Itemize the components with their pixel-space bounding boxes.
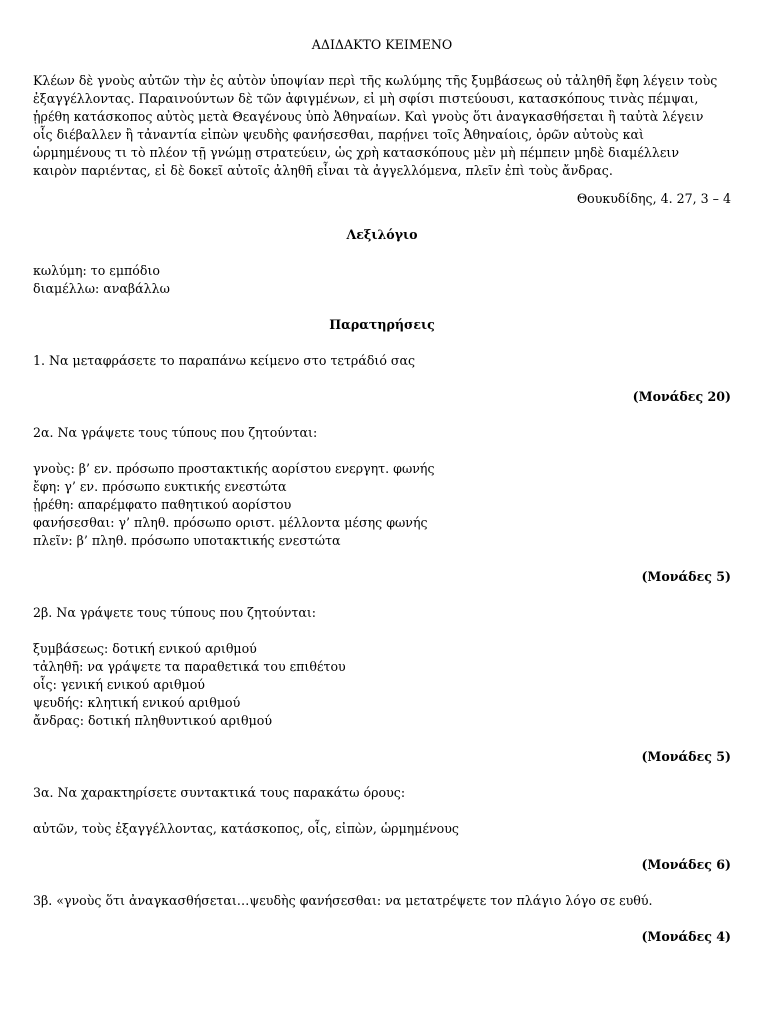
- vocabulary-item: διαμέλλω: αναβάλλω: [33, 281, 170, 296]
- question-3a-marks: (Μονάδες 6): [641, 857, 731, 872]
- question-2a-item: πλεῖν: β’ πληθ. πρόσωπο υποτακτικής ενεστώτα: [33, 533, 341, 548]
- vocabulary-item: κωλύμη: το εμπόδιο: [33, 263, 160, 278]
- passage-source: Θουκυδίδης, 4. 27, 3 – 4: [576, 191, 731, 206]
- question-2a-list: [33, 460, 731, 550]
- passage-line: καιρὸν παριέντας, εἰ δὲ δοκεῖ αὐτοῖς ἀληθῆ εἶναι τὰ ἀγγελλόμενα, πλεῖν ἐπὶ τοὺς ἄνδρας.: [33, 163, 613, 178]
- question-3a: 3α. Να χαρακτηρίσετε συντακτικά τους παρακάτω όρους:: [33, 785, 406, 800]
- question-2a-item: φανήσεσθαι: γ’ πληθ. πρόσωπο οριστ. μέλλοντα μέσης φωνής: [33, 515, 428, 530]
- question-2a: 2α. Να γράψετε τους τύπους που ζητούνται:: [33, 425, 318, 440]
- passage-line: οἷς διέβαλλεν ἢ τἀναντία εἰπὼν ψευδὴς φανήσεσθαι, παρῄνει τοῖς Ἀθηναίοις, ὁρῶν αὐτοὺς καὶ: [33, 127, 644, 142]
- passage-line: ἐξαγγέλλοντας. Παραινούντων δὲ τῶν ἀφιγμένων, εἰ μὴ σφίσι πιστεύουσι, κατασκόπους τινὰς πέμψαι,: [33, 91, 699, 106]
- notes-heading: Παρατηρήσεις: [329, 317, 435, 332]
- question-1: 1. Να μεταφράσετε το παραπάνω κείμενο στο τετράδιό σας: [33, 353, 416, 368]
- exam-page: [33, 36, 731, 964]
- vocabulary-heading: Λεξιλόγιο: [346, 227, 418, 242]
- passage-line: ᾑρέθη κατάσκοπος αὐτὸς μετὰ Θεαγένους ὑπὸ Ἀθηναίων. Καὶ γνοὺς ὅτι ἀναγκασθήσεται ἢ ταὐτὰ λέγειν: [33, 109, 704, 124]
- vocabulary-list: [33, 262, 731, 298]
- question-2a-item: ᾑρέθη: απαρέμφατο παθητικού αορίστου: [33, 497, 292, 512]
- question-1-marks: (Μονάδες 20): [632, 389, 731, 404]
- question-2b: 2β. Να γράψετε τους τύπους που ζητούνται:: [33, 605, 317, 620]
- question-2b-item: τἀληθῆ: να γράψετε τα παραθετικά του επιθέτου: [33, 659, 346, 674]
- passage-line: ὡρμημένους τι τὸ πλέον τῇ γνώμῃ στρατεύειν, ὡς χρὴ κατασκόπους μὲν μὴ πέμπειν μηδὲ διαμέλλειν: [33, 145, 679, 160]
- question-3b: 3β. «γνοὺς ὅτι ἀναγκασθήσεται…ψευδὴς φανήσεσθαι: να μετατρέψετε τον πλάγιο λόγο σε ευθύ.: [33, 893, 653, 908]
- question-2a-item: γνοὺς: β’ εν. πρόσωπο προστακτικής αορίστου ενεργητ. φωνής: [33, 461, 435, 476]
- question-2b-item: οἷς: γενική ενικού αριθμού: [33, 677, 205, 692]
- question-3b-marks: (Μονάδες 4): [641, 929, 731, 944]
- greek-passage: [33, 72, 731, 180]
- document-title: ΑΔΙΔΑΚΤΟ ΚΕΙΜΕΝΟ: [311, 37, 453, 52]
- question-2b-item: ἄνδρας: δοτική πληθυντικού αριθμού: [33, 713, 273, 728]
- question-3a-terms: αὐτῶν, τοὺς ἐξαγγέλλοντας, κατάσκοπος, οἷς, εἰπὼν, ὡρμημένους: [33, 821, 459, 836]
- question-2a-item: ἔφη: γ’ εν. πρόσωπο ευκτικής ενεστώτα: [33, 479, 287, 494]
- question-2a-marks: (Μονάδες 5): [641, 569, 731, 584]
- question-2b-list: [33, 640, 731, 730]
- question-2b-item: ξυμβάσεως: δοτική ενικού αριθμού: [33, 641, 257, 656]
- question-2b-marks: (Μονάδες 5): [641, 749, 731, 764]
- question-2b-item: ψευδής: κλητική ενικού αριθμού: [33, 695, 241, 710]
- passage-line: Κλέων δὲ γνοὺς αὐτῶν τὴν ἐς αὐτὸν ὑποψίαν περὶ τῆς κωλύμης τῆς ξυμβάσεως οὐ τἀληθῆ ἔφη λέγειν τοὺς: [33, 73, 718, 88]
